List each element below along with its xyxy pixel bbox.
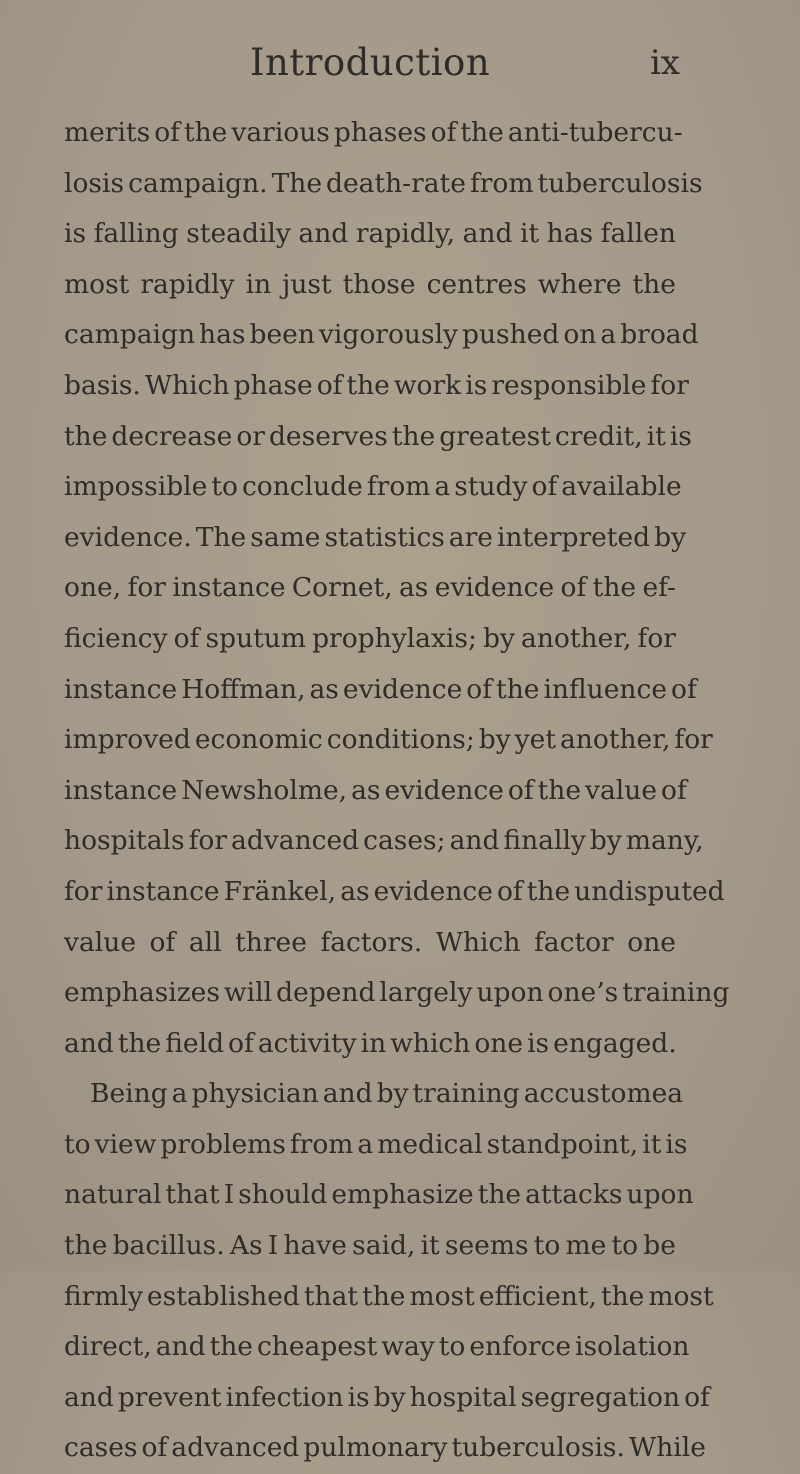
text-line: one, for instance Cornet, as evidence of the ef- [64,572,676,604]
text-line: instance Hoffman, as evidence of the influence of [64,673,697,705]
text-line: natural that I should emphasize the attacks upon [64,1179,694,1211]
text-line: the decrease or deserves the greatest credit, it is [64,420,692,452]
text-line: emphasizes will depend largely upon one’s training [64,977,730,1009]
running-head [64,40,680,90]
text-line: cases of advanced pulmonary tuberculosis. While [64,1432,706,1464]
text-line: basis. Which phase of the work is responsible for [64,369,689,401]
text-line: direct, and the cheapest way to enforce isolation [64,1331,690,1363]
text-line: and the field of activity in which one is engaged. [64,1027,677,1059]
text-line: ficiency of sputum prophylaxis; by another, for [64,622,676,654]
text-line: for instance Fränkel, as evidence of the undisputed [64,875,725,907]
chapter-title: Introduction [249,41,491,84]
text-line: most rapidly in just those centres where the [64,268,676,300]
page-number: ix [649,43,680,83]
text-line: firmly established that the most efficient, the most [64,1280,714,1312]
text-line: the bacillus. As I have said, it seems to me to be [64,1230,676,1262]
text-line: improved economic conditions; by yet another, for [64,724,713,756]
text-line: campaign has been vigorously pushed on a broad [64,319,699,351]
text-line: losis campaign. The death-rate from tuberculosis [64,167,703,199]
text-line: merits of the various phases of the anti-tubercu- [64,117,683,148]
text-line: is falling steadily and rapidly, and it has fallen [64,218,676,250]
text-line: hospitals for advanced cases; and finally by many, [64,825,704,857]
text-line: to view problems from a medical standpoint, it is [64,1128,688,1160]
text-line: and prevent infection is by hospital segregation of [64,1381,710,1413]
body-text [64,108,730,1474]
paragraph-start-line: Being a physician and by training accustomea [90,1078,684,1110]
text-line: value of all three factors. Which factor one [64,926,676,958]
text-line: instance Newsholme, as evidence of the value of [64,774,687,806]
text-line: impossible to conclude from a study of available [64,471,682,503]
text-line: evidence. The same statistics are interpreted by [64,521,687,553]
